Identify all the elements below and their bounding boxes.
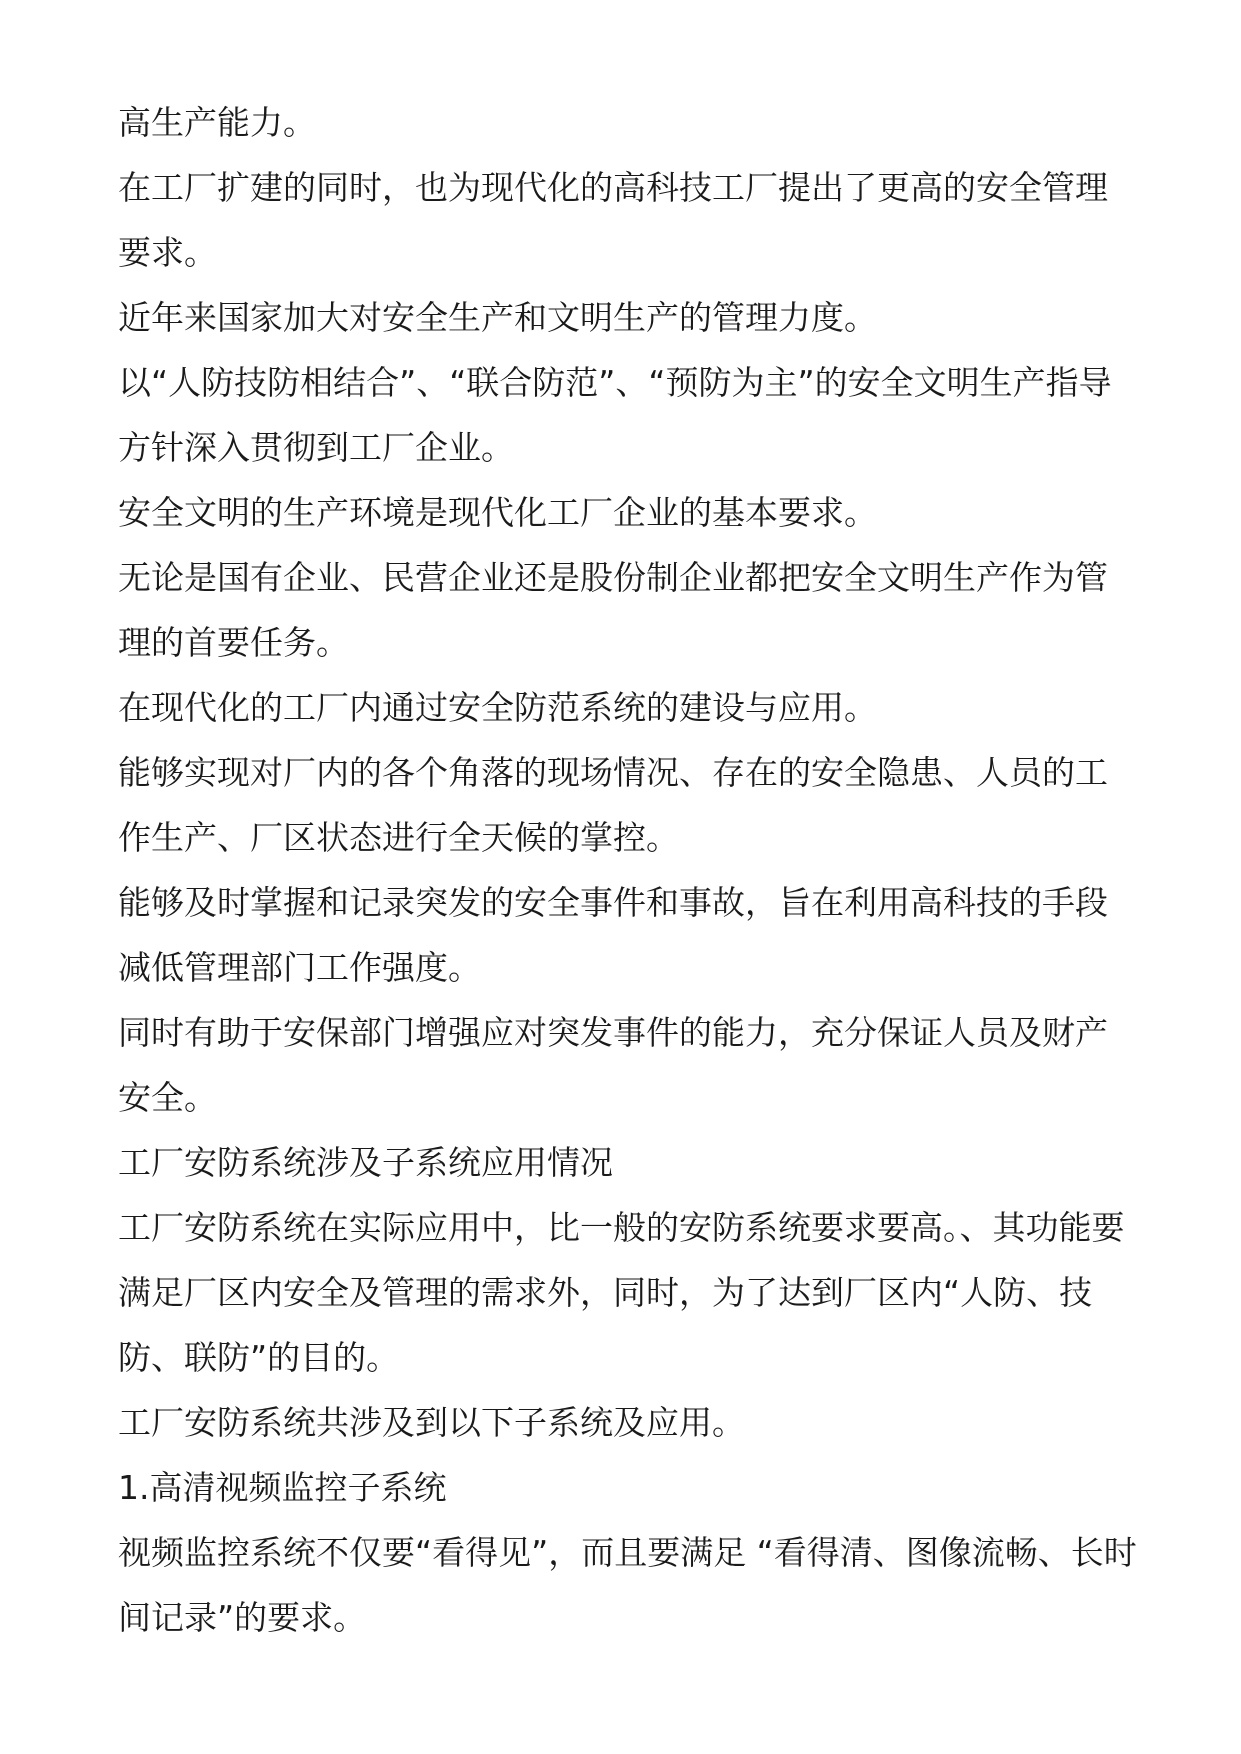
paragraph-12: 工厂安防系统在实际应用中，比一般的安防系统要求要高。、其功能要满足厂区内安全及管理的需求外，同时，为了达到厂区内“人防、技防、联防”的目的。	[118, 1208, 1125, 1377]
paragraph-4: 以“人防技防相结合”、“联合防范”、“预防为主”的安全文明生产指导方针深入贯彻到工厂企业。	[118, 363, 1112, 467]
section-heading: 工厂安防系统涉及子系统应用情况	[118, 1143, 613, 1182]
paragraph-9: 能够及时掌握和记录突发的安全事件和事故，旨在利用高科技的手段减低管理部门工作强度。	[118, 883, 1108, 987]
paragraph-1: 高生产能力。	[118, 103, 316, 142]
paragraph-5: 安全文明的生产环境是现代化工厂企业的基本要求。	[118, 493, 877, 532]
paragraph-3: 近年来国家加大对安全生产和文明生产的管理力度。	[118, 298, 877, 337]
paragraph-13: 工厂安防系统共涉及到以下子系统及应用。	[118, 1403, 745, 1442]
paragraph-7: 在现代化的工厂内通过安全防范系统的建设与应用。	[118, 688, 877, 727]
paragraph-10: 同时有助于安保部门增强应对突发事件的能力，充分保证人员及财产安全。	[118, 1013, 1108, 1117]
paragraph-8: 能够实现对厂内的各个角落的现场情况、存在的安全隐患、人员的工作生产、厂区状态进行全天候的掌控。	[118, 753, 1108, 857]
paragraph-2: 在工厂扩建的同时，也为现代化的高科技工厂提出了更高的安全管理要求。	[118, 168, 1108, 272]
paragraph-15: 视频监控系统不仅要“看得见”，而且要满足 “看得清、图像流畅、长时间记录”的要求。	[118, 1533, 1137, 1637]
paragraph-6: 无论是国有企业、民营企业还是股份制企业都把安全文明生产作为管理的首要任务。	[118, 558, 1108, 662]
document-body	[118, 90, 1138, 1650]
subsection-heading: 1.高清视频监控子系统	[118, 1468, 447, 1507]
